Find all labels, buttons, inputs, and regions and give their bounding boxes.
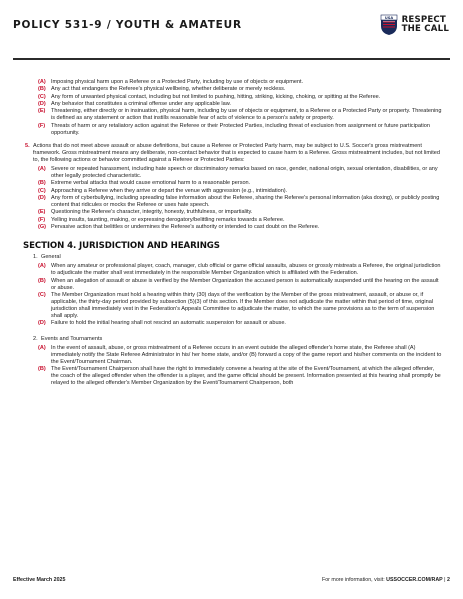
crest-lettering: USA (384, 16, 393, 20)
page-footer (13, 577, 450, 583)
us-soccer-crest-icon (380, 14, 398, 36)
list-item: (A) When any amateur or professional player, coach, manager, club official or game official assaults, abuses or grossly mistreats a Referee, the original jurisdiction to adjudicate the matter shall vest immediately in the responsible Member Organization which is affiliated with the Federation. (38, 263, 441, 277)
list-item: (B) When an allegation of assault or abuse is verified by the Member Organization the accused person is automatically suspended until the hearing on the assault or abuse. (38, 277, 439, 291)
list-item: (A) In the event of assault, abuse, or gross mistreatment of a Referee occurs in an event outside the alleged offender's home state, the Referee shall (A) immediately notify the State Referee Administrator in his/ her home state, and/or (B) forward a copy of the game report and his/her comments on the incident to the Event/Tournament Chairman. (38, 344, 442, 365)
policy-title: POLICY 531-9 / YOUTH & AMATEUR (13, 19, 242, 31)
header-rule (13, 58, 450, 60)
logo-line-1: RESPECT (401, 14, 446, 25)
list-item: (E) Threatening, either directly or in insinuation, physical harm, including by use of objects or equipment, to a Referee or a Protected Party or property. Threatening is defined as any statement or action that instills reasonable fear of acts of violence to a person's safety or property. (38, 108, 442, 122)
list-item: (D) Any behavior that constitutes a criminal offense under any applicable law. (38, 100, 231, 107)
list-item: (C) Approaching a Referee when they arrive or depart the venue with aggression (e.g., intimidation). (38, 187, 288, 194)
list-item: (G) Pervasive action that belittles or undermines the Referee's authority or intended to cast doubt on the Referee. (38, 223, 320, 230)
list-item: (D) Failure to hold the initial hearing shall not rescind an automatic suspension for assault or abuse. (38, 320, 286, 327)
list-item: (B) Any act that endangers the Referee's physical wellbeing, whether deliberate or merely reckless. (38, 86, 286, 93)
footer-separator: | (444, 577, 446, 583)
footer-info (322, 577, 450, 583)
subsection-general: 1. General (33, 254, 61, 261)
document-body (25, 79, 442, 388)
general-list (25, 263, 442, 327)
page-number: 2 (447, 577, 450, 583)
assault-list (25, 79, 442, 137)
list-item: (C) Any form of unwanted physical contact, including but not limited to pushing, hitting, striking, kicking, choking, or spitting at the Referee. (38, 93, 381, 100)
list-item: (B) The Event/Tournament Chairperson shall have the right to immediately convene a hearing at the site of the Event/Tournament, at which the alleged offender, the coach of the alleged offender when the offender is a player, and the game official should be present. Information presented at this hearing shall promptly be relayed to the alleged offender's Member Organization by the Event/Tournament Chairperson, both (38, 366, 441, 387)
logo-line-2: THE CALL (401, 24, 449, 34)
paragraph-number: 5. (25, 142, 30, 149)
list-item: (F) Threats of harm or any retaliatory action against the Referee or their Protected Parties, including threat of exclusion from assignment or future participation opportunity. (38, 122, 430, 136)
footer-info-prefix: For more information, visit: (321, 577, 385, 583)
list-item: (A) Severe or repeated harassment, including hate speech or discriminatory remarks based on race, gender, national origin, sexual orientation, disabilities, or any other legally protected characteristic. (38, 165, 438, 180)
respect-the-call-logo (380, 14, 449, 36)
paragraph-5 (25, 143, 442, 164)
footer-url-link[interactable]: USSOCCER.COM/RAP (386, 577, 443, 583)
logo-wordmark (402, 16, 449, 35)
paragraph-text: Actions that do not meet above assault or abuse definitions, but cause a Referee or Protected Party harm, may be subject to U.S. Soccer's gross mistreatment framework. Gross mistreatment means any deliberate, non-contact behavior that is expected to cause harm to a Referee. Gross mistreatment includes, but not limited to, the following actions or behavior committed against a Referee or Protected Parties: (33, 142, 440, 163)
section-4-heading: SECTION 4. JURISDICTION AND HEARINGS (23, 240, 220, 251)
list-item: (C) The Member Organization must hold a hearing within thirty (30) days of the verification by the Member of the gross mistreatment, assault, or abuse or, if applicable, the thirty-day period provided by subsection (5)(3) of this section. If the Member does not adjudicate the matter within that period of time, original jurisdiction shall immediately vest in the Federation's Appeals Committee to adjudicate the matter, to which the same provisions as to the term of suspension shall apply. (38, 291, 435, 320)
list-item: (A) Imposing physical harm upon a Referee or a Protected Party, including by use of objects or equipment. (38, 79, 304, 85)
events-list (25, 345, 442, 388)
effective-date: Effective March 2025 (13, 577, 66, 583)
list-item: (D) Any form of cyberbullying, including spreading false information about the Referee, sharing the Referee's personal information (aka doxing), or publicly posting content that ridicules or mocks the Referee or uses hate speech. (38, 194, 440, 208)
list-item: (E) Questioning the Referee's character, integrity, honesty, truthfulness, or impartiality. (38, 209, 253, 216)
page-header (0, 0, 463, 62)
subsection-events: 2. Events and Tournaments (33, 335, 103, 342)
gross-mistreatment-list (25, 166, 442, 231)
list-item: (B) Extreme verbal attacks that would cause emotional harm to a reasonable person. (38, 180, 251, 187)
list-item: (F) Yelling insults, taunting, making, or expressing derogatory/belittling remarks towards a Referee. (38, 216, 285, 223)
